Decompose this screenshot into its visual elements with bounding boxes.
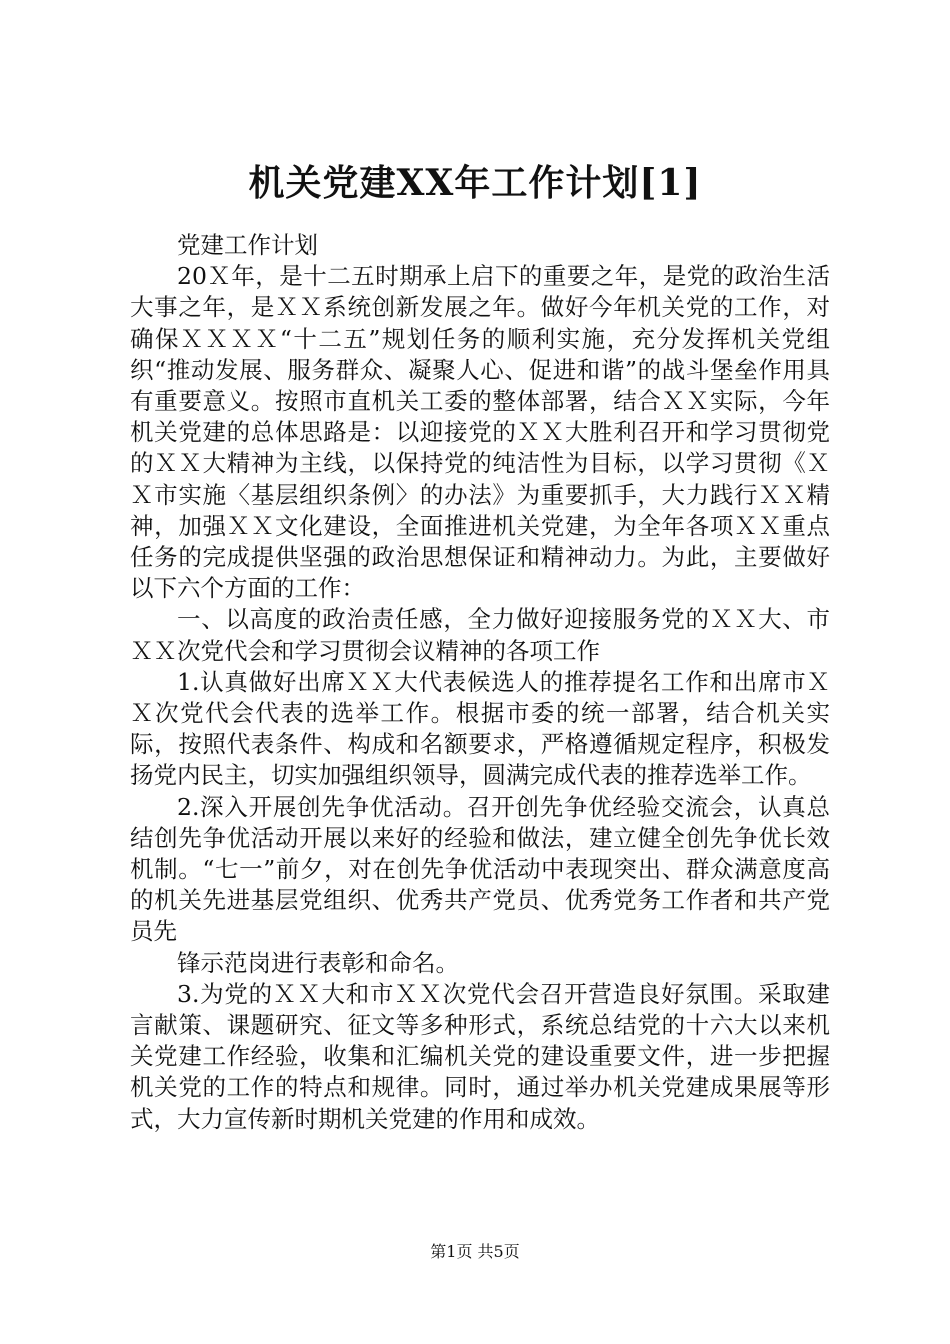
paragraph-item-2-continued: 锋示范岗进行表彰和命名。: [177, 948, 459, 977]
document-body: [130, 230, 830, 1135]
document-title: 机关党建XX年工作计划[1]: [248, 162, 702, 204]
paragraph-item-1: 1.认真做好出席ＸＸ大代表候选人的推荐提名工作和出席市ＸＸ次党代会代表的选举工作。根据市委的统一部署，结合机关实际，按照代表条件、构成和名额要求，严格遵循规定程序，积极发扬党内民主，切实加强组织领导，圆满完成代表的推荐选举工作。: [130, 667, 830, 790]
page-number-footer: 第1页 共5页: [430, 1242, 520, 1261]
paragraph-intro: 20Ｘ年，是十二五时期承上启下的重要之年，是党的政治生活大事之年，是ＸＸ系统创新发展之年。做好今年机关党的工作，对确保ＸＸＸＸ“十二五”规划任务的顺利实施，充分发挥机关党组织“推动发展、服务群众、凝聚人心、促进和谐”的战斗堡垒作用具有重要意义。按照市直机关工委的整体部署，结合ＸＸ实际，今年机关党建的总体思路是：以迎接党的ＸＸ大胜利召开和学习贯彻党的ＸＸ大精神为主线，以保持党的纯洁性为目标，以学习贯彻《ＸＸ市实施〈基层组织条例〉的办法》为重要抓手，大力践行ＸＸ精神，加强ＸＸ文化建设，全面推进机关党建，为全年各项ＸＸ重点任务的完成提供坚强的政治思想保证和精神动力。为此，主要做好以下六个方面的工作：: [130, 262, 830, 603]
paragraph-section-1: 一、以高度的政治责任感，全力做好迎接服务党的ＸＸ大、市ＸＸ次党代会和学习贯彻会议精神的各项工作: [130, 605, 830, 665]
paragraph-item-2: 2.深入开展创先争优活动。召开创先争优经验交流会，认真总结创先争优活动开展以来好的经验和做法，建立健全创先争优长效机制。“七一”前夕，对在创先争优活动中表现突出、群众满意度高的机关先进基层党组织、优秀共产党员、优秀党务工作者和共产党员先: [130, 792, 830, 946]
paragraph-item-3: 3.为党的ＸＸ大和市ＸＸ次党代会召开营造良好氛围。采取建言献策、课题研究、征文等多种形式，系统总结党的十六大以来机关党建工作经验，收集和汇编机关党的建设重要文件，进一步把握机关党的工作的特点和规律。同时，通过举办机关党建成果展等形式，大力宣传新时期机关党建的作用和成效。: [130, 979, 830, 1133]
paragraph-heading: 党建工作计划: [177, 231, 318, 259]
